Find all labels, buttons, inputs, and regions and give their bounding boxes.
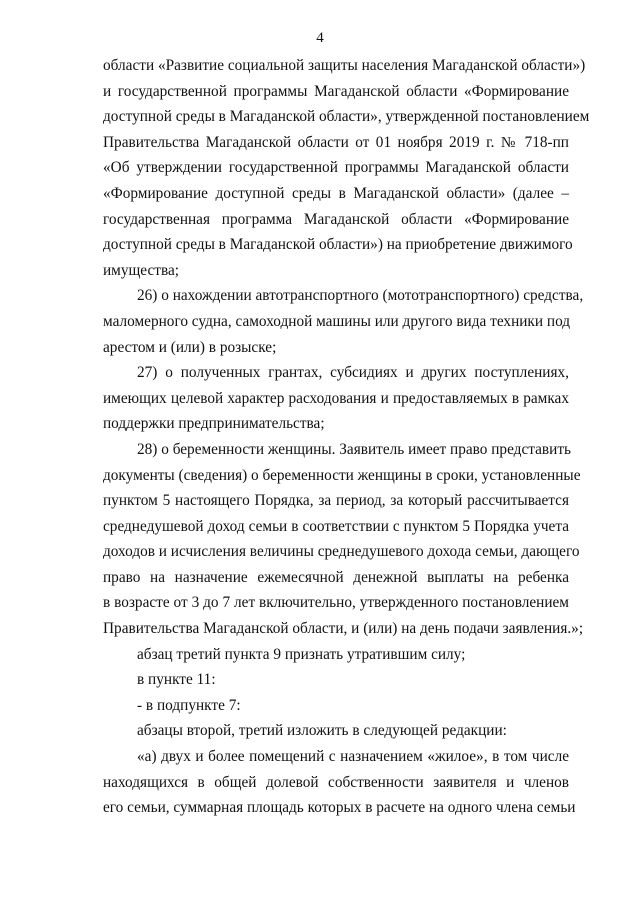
text-line: поддержки предпринимательства; — [103, 415, 325, 433]
text-line: арестом и (или) в розыске; — [103, 338, 277, 356]
text-line: Правительства Магаданской области от 01 ноября 2019 г. № 718-пп — [103, 133, 569, 151]
text-line: в пункте 11: — [137, 671, 216, 689]
text-line: «Формирование доступной среды в Магаданской области» (далее – — [103, 184, 569, 202]
text-line: 27) о полученных грантах, субсидиях и других поступлениях, — [137, 364, 569, 382]
text-line: право на назначение ежемесячной денежной выплаты на ребенка — [103, 568, 569, 586]
text-line: доходов и исчисления величины среднедушевого дохода семьи, дающего — [103, 543, 580, 561]
document-body — [103, 53, 590, 821]
text-line: среднедушевой доход семьи в соответствии с пунктом 5 Порядка учета — [103, 517, 569, 535]
text-line: и государственной программы Магаданской области «Формирование — [103, 82, 569, 100]
text-line: находящихся в общей долевой собственности заявителя и членов — [103, 773, 569, 791]
text-line: его семьи, суммарная площадь которых в расчете на одного члена семьи — [103, 799, 576, 817]
text-line: доступной среды в Магаданской области», утвержденной постановлением — [103, 108, 590, 126]
text-line: «а) двух и более помещений с назначением «жилое», в том числе — [137, 748, 569, 766]
text-line: государственная программа Магаданской области «Формирование — [103, 210, 569, 228]
page-number: 4 — [316, 30, 324, 46]
text-line: 26) о нахождении автотранспортного (мототранспортного) средства, — [137, 287, 584, 305]
text-line: - в подпункте 7: — [137, 696, 241, 714]
text-line: доступной среды в Магаданской области») на приобретение движимого — [103, 236, 573, 254]
text-line: в возрасте от 3 до 7 лет включительно, утвержденного постановлением — [103, 594, 569, 612]
text-line: «Об утверждении государственной программы Магаданской области — [103, 159, 569, 177]
text-line: абзацы второй, третий изложить в следующей редакции: — [137, 722, 507, 740]
text-line: Правительства Магаданской области, и (или) на день подачи заявления.»; — [103, 620, 584, 638]
text-line: маломерного судна, самоходной машины или другого вида техники под — [103, 312, 571, 330]
text-line: имеющих целевой характер расходования и предоставляемых в рамках — [103, 389, 569, 407]
text-line: абзац третий пункта 9 признать утратившим силу; — [137, 645, 466, 663]
text-line: 28) о беременности женщины. Заявитель имеет право представить — [137, 440, 571, 458]
text-line: области «Развитие социальной защиты населения Магаданской области») — [103, 57, 586, 74]
text-line: имущества; — [103, 261, 179, 279]
text-line: пунктом 5 настоящего Порядка, за период, за который рассчитывается — [103, 492, 569, 510]
text-line: документы (сведения) о беременности женщины в сроки, установленные — [103, 466, 581, 484]
